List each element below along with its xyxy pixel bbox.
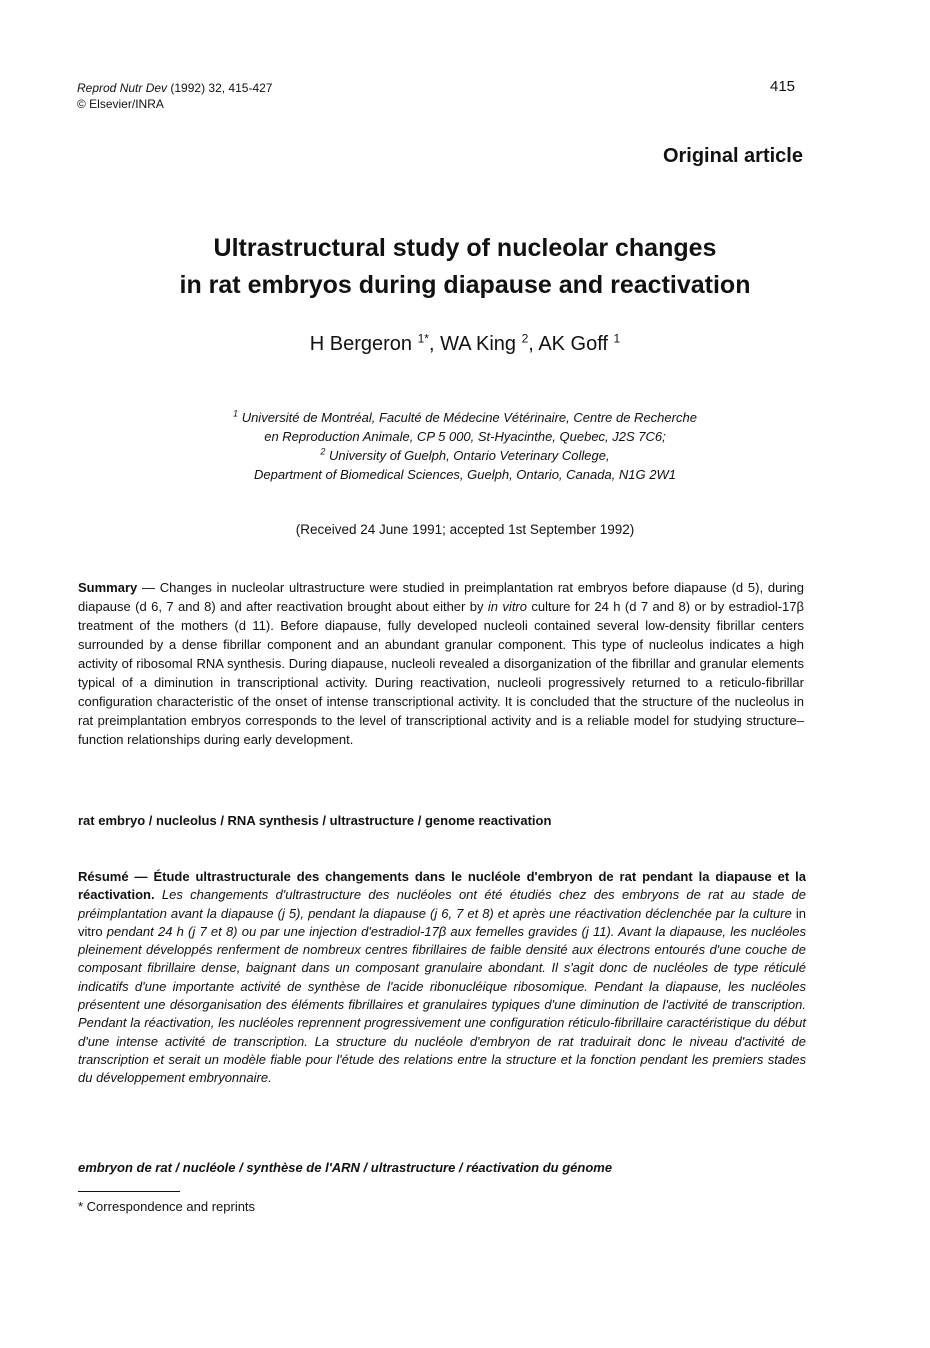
affiliation-line xyxy=(60,465,870,484)
affiliation-line xyxy=(60,427,870,446)
affiliation-marker: 2 xyxy=(320,446,326,457)
resume-text-1: Les changements d'ultrastructure des nucléoles ont été étudiés chez des embryons de rat au stade de préimplantation avant la diapause (j 5), pendant la diapause (j 6, 7 et 8) et après une réactivation déclenchée par la culture xyxy=(78,887,806,921)
author-separator: , xyxy=(428,333,441,355)
summary-abstract xyxy=(78,578,804,749)
title-line-1: Ultrastructural study of nucleolar changes xyxy=(213,234,717,262)
author-name: AK Goff xyxy=(538,333,608,355)
resume-abstract xyxy=(78,868,806,1088)
affiliation-text: University of Guelph, Ontario Veterinary College, xyxy=(329,448,610,463)
journal-citation: (1992) 32, 415-427 xyxy=(170,81,273,95)
author-name: WA King xyxy=(440,333,517,355)
author-list xyxy=(60,333,870,356)
affiliations xyxy=(60,408,870,484)
affiliation-text: Department of Biomedical Sciences, Guelph, Ontario, Canada, N1G 2W1 xyxy=(254,467,676,482)
journal-name: Reprod Nutr Dev xyxy=(77,81,168,95)
publisher: © Elsevier/INRA xyxy=(77,97,164,111)
resume-in-vitro: in vitro xyxy=(78,905,806,939)
title-line-2: in rat embryos during diapause and reactivation xyxy=(179,271,751,299)
summary-text-1: Changes in nucleolar ultrastructure were studied in preimplantation rat embryos before diapause (d 5), during diapause (d 6, 7 and 8) and after reactivation brought about either by xyxy=(78,580,804,614)
article-type: Original article xyxy=(662,145,803,167)
received-dates: (Received 24 June 1991; accepted 1st September 1992) xyxy=(295,522,635,537)
author xyxy=(310,333,440,355)
author-affiliation-marker: 1 xyxy=(613,331,621,346)
affiliation-line xyxy=(60,446,870,465)
author-affiliation-marker: 2 xyxy=(521,331,529,346)
keywords-french: embryon de rat / nucléole / synthèse de l'ARN / ultrastructure / réactivation du génome xyxy=(78,1160,613,1175)
summary-text-2: culture for 24 h (d 7 and 8) or by estradiol-17β treatment of the mothers (d 11). Before diapause, fully developed nucleoli contained several low-density fibrillar centers surrounded by a dense fibrillar component and an abundant granular component. This type of nucleolus indicates a high activity of ribosomal RNA synthesis. During diapause, nucleoli revealed a disorganization of the fibrillar and granular elements typical of a diminution in transcriptional activity. During reactivation, nucleoli progressively returned to a reticulo-fibrillar configuration characteristic of the onset of intense transcriptional activity. It is concluded that the structure of the nucleolus in rat preimplantation embryos corresponds to the level of transcriptional activity and is a reliable model for studying structure–function relationships during early development. xyxy=(78,599,804,747)
summary-heading: Summary xyxy=(78,580,138,595)
affiliation-line xyxy=(60,408,870,427)
keywords-english: rat embryo / nucleolus / RNA synthesis / ultrastructure / genome reactivation xyxy=(78,813,552,828)
resume-heading: Résumé — Étude ultrastructurale des changements dans le nucléole d'embryon de rat pendant la diapause et la réactivation. xyxy=(78,869,806,903)
summary-in-vitro: in vitro xyxy=(487,599,527,614)
page-number: 415 xyxy=(770,78,796,95)
affiliation-text: en Reproduction Animale, CP 5 000, St-Hyacinthe, Quebec, J2S 7C6; xyxy=(264,429,666,444)
affiliation-text: Université de Montréal, Faculté de Médecine Vétérinaire, Centre de Recherche xyxy=(241,410,697,425)
resume-text-2: pendant 24 h (j 7 et 8) ou par une injection d'estradiol-17β aux femelles gravides (j 11). Avant la diapause, les nucléoles pleinement développés renferment de nombreux centres fibrillaires de faible densité aux électrons entourés d'une couche de composant fibrillaire dense, baignant dans un composant granulaire abondant. Il s'agit donc de nucléoles de type réticulé indicatifs d'une importante activité de synthèse de l'acide ribonucléique ribosomique. Pendant la diapause, les nucléoles présentent une désorganisation des éléments fibrillaires et granulaires typiques d'une diminution de l'activité de transcription. Pendant la réactivation, les nucléoles reprennent progressivement une configuration réticulo-fibrillaire caractéristique du début d'une intense activité de transcription. La structure du nucléole d'embryon de rat traduirait donc le niveau d'activité de transcription et serait un modèle fiable pour l'étude des relations entre la structure et la fonction pendant les premiers stades du développement embryonnaire. xyxy=(78,923,806,1086)
author-name: H Bergeron xyxy=(309,333,413,355)
author-separator: , xyxy=(528,333,539,355)
article-title xyxy=(60,230,870,304)
affiliation-marker: 1 xyxy=(233,408,239,419)
author-affiliation-marker: 1* xyxy=(417,331,429,346)
footnote: * Correspondence and reprints xyxy=(78,1199,256,1214)
author xyxy=(440,333,538,355)
summary-dash: — xyxy=(137,580,160,595)
footnote-divider xyxy=(78,1191,180,1192)
author xyxy=(538,333,620,355)
journal-header xyxy=(77,80,272,112)
